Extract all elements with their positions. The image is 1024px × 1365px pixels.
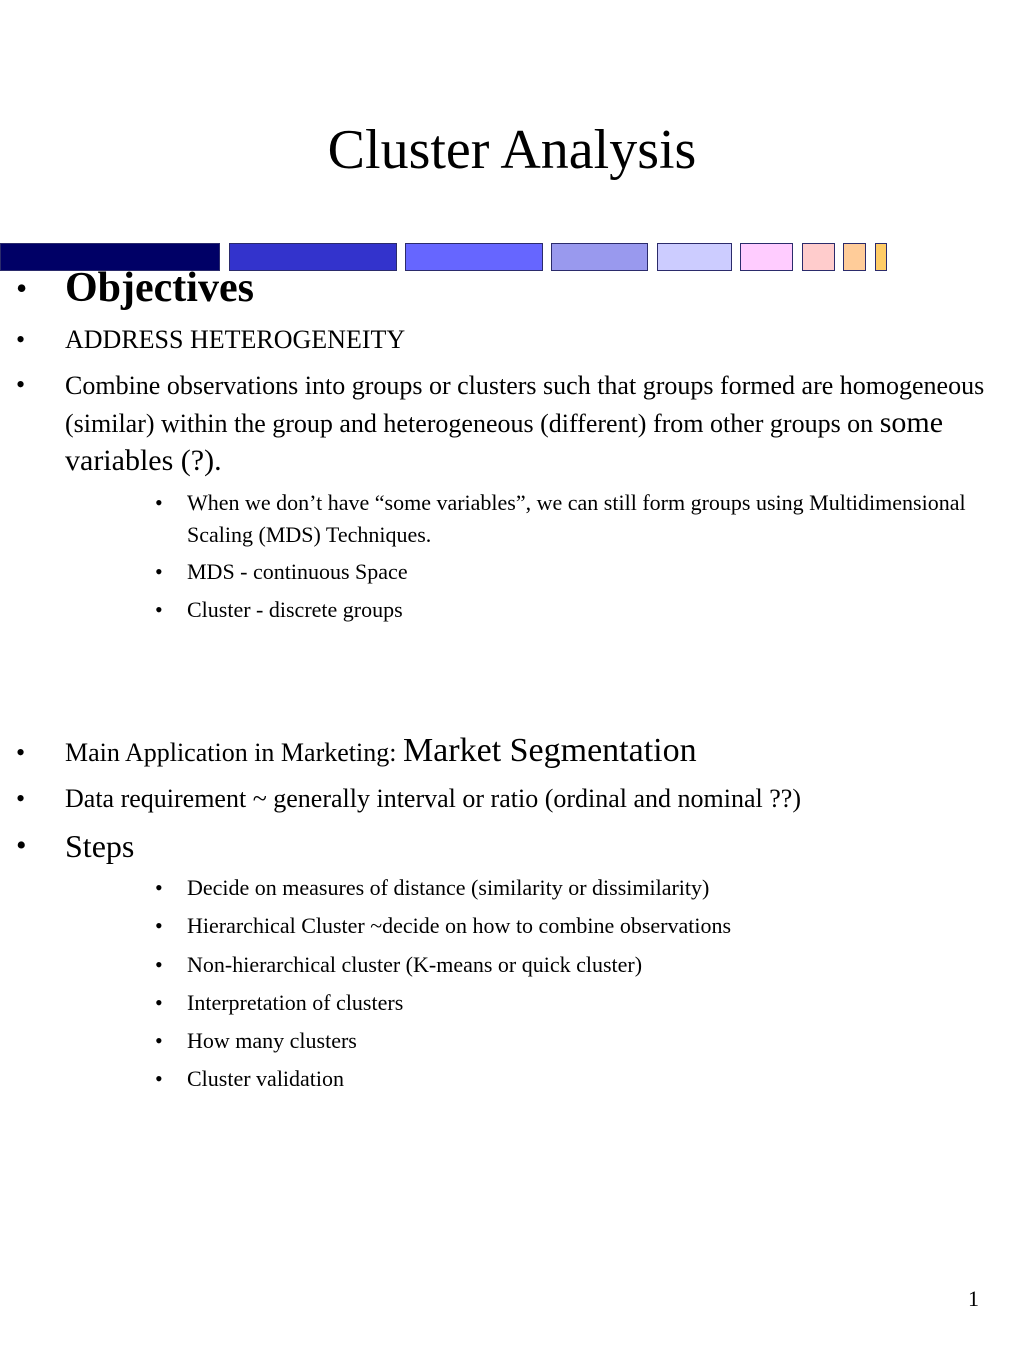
objectives-heading: Objectives [65,265,254,311]
bullet: • [16,370,26,399]
bullet: • [16,325,26,354]
step-text: Interpretation of clusters [187,990,404,1015]
bullet: • [155,990,163,1015]
bullet: • [16,738,26,767]
address-text: ADDRESS HETEROGENEITY [65,325,406,354]
combine-text [65,367,985,480]
bullet: • [155,490,163,515]
bullet: • [155,913,163,938]
sub-item-text: MDS - continuous Space [187,559,408,584]
combine-tail-text: some variables (?). [65,406,944,477]
combine-main-text: Combine observations into groups or clusters such that groups formed are homogeneous (similar) within the group and heterogeneous (different) from other groups on [65,371,985,438]
page-number: 1 [968,1286,979,1311]
bullet: • [16,829,27,862]
data-requirement-text: Data requirement ~ generally interval or ratio (ordinal and nominal ??) [65,784,801,813]
bullet: • [155,1028,163,1053]
step-text: Decide on measures of distance (similarity or dissimilarity) [187,875,710,900]
main-application-text [65,730,985,778]
sub-item-text: When we don’t have “some variables”, we can still form groups using Multidimensional Scaling (MDS) Techniques. [187,490,966,547]
bullet: • [155,1066,163,1091]
steps-heading: Steps [65,828,135,864]
main-application-label: Main Application in Marketing: [65,738,403,767]
bullet: • [16,784,26,813]
slide-title: Cluster Analysis [327,119,697,181]
sub-item-text: Cluster - discrete groups [187,597,403,622]
bullet: • [155,559,163,584]
step-text: Cluster validation [187,1066,345,1091]
bullet: • [155,952,163,977]
main-application-value: Market Segmentation [402,732,697,769]
step-text: How many clusters [187,1028,357,1053]
step-text: Hierarchical Cluster ~decide on how to combine observations [187,913,732,938]
bullet: • [16,270,28,306]
step-text: Non-hierarchical cluster (K-means or quick cluster) [187,952,643,977]
bullet: • [155,597,163,622]
bullet: • [155,875,163,900]
